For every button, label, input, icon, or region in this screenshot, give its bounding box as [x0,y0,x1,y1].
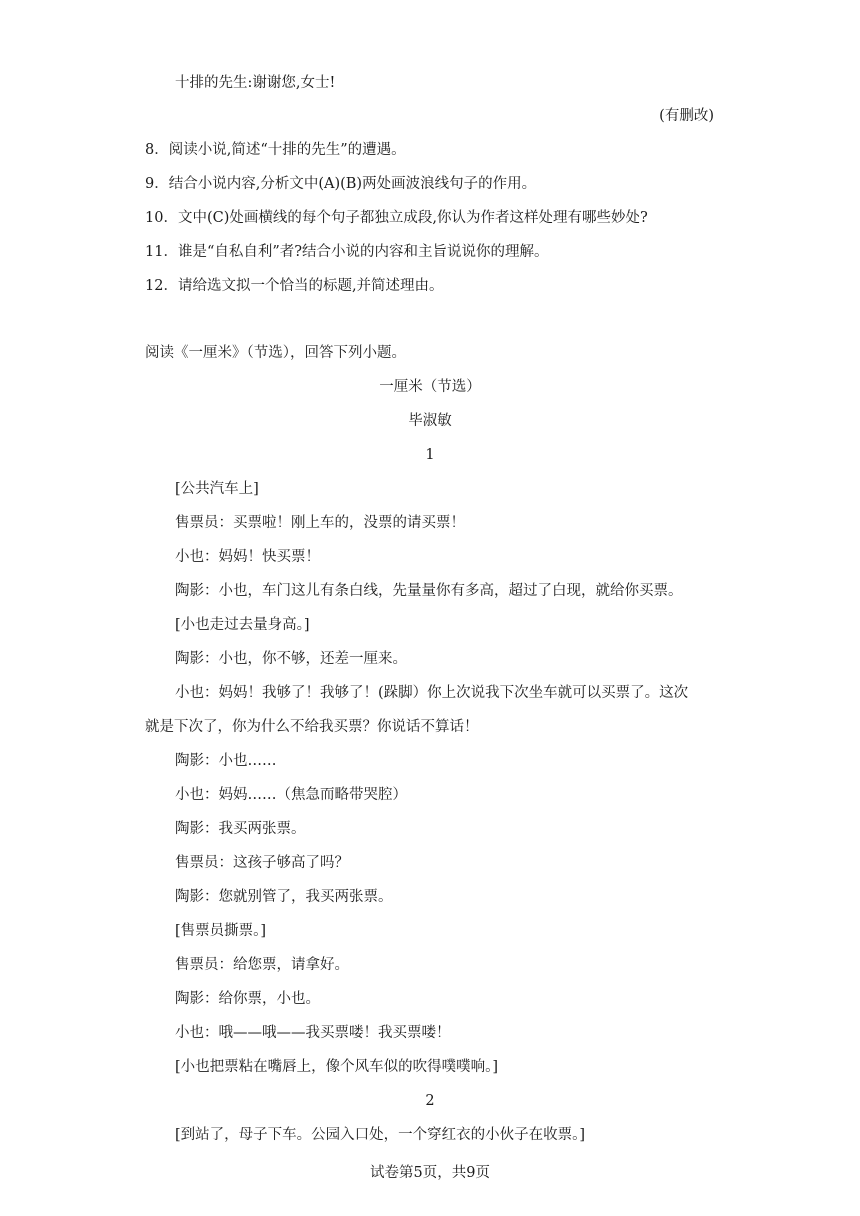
dialogue-line: 陶影：小也…… [175,753,277,769]
dialogue-line: 陶影：给你票，小也。 [175,991,320,1007]
dialogue-line: 售票员：给您票，请拿好。 [175,957,349,973]
dialogue-line: 陶影：小也，车门这儿有条白线，先量量你有多高，超过了白现，就给你买票。 [175,583,683,599]
dialogue-line: 陶影：我买两张票。 [175,821,306,837]
dialogue-line: 售票员：买票啦！刚上车的，没票的请买票！ [175,515,465,531]
question-9: 9．结合小说内容,分析文中(A)(B)两处画波浪线句子的作用。 [145,176,537,192]
dialogue-line: 小也：妈妈……（焦急而略带哭腔） [175,787,407,803]
page-footer: 试卷第5页，共9页 [370,1165,490,1181]
question-11: 11．谁是“自私自利”者?结合小说的内容和主旨说说你的理解。 [145,244,549,260]
passage-title: 一厘米（节选） [379,379,481,395]
dialogue-line: 陶影：小也，你不够，还差一厘来。 [175,651,407,667]
scene-number-2: 2 [425,1093,435,1109]
dialogue-line: 陶影：您就别管了，我买两张票。 [175,889,393,905]
stage-direction: [售票员撕票。] [175,923,267,939]
question-10: 10．文中(C)处画横线的每个句子都独立成段,你认为作者这样处理有哪些妙处? [145,210,648,226]
dialogue-line: 十排的先生:谢谢您,女士! [175,75,336,91]
stage-direction: [小也把票粘在嘴唇上，像个风车似的吹得噗噗响。] [175,1059,499,1075]
stage-direction: [公共汽车上] [175,481,259,497]
scene-number-1: 1 [425,447,435,463]
dialogue-line-continued: 就是下次了，你为什么不给我买票？你说话不算话！ [145,719,479,735]
question-8: 8．阅读小说,简述“十排的先生”的遭遇。 [145,142,406,158]
dialogue-line: 小也：妈妈！快买票！ [175,549,320,565]
dialogue-line: 售票员：这孩子够高了吗？ [175,855,349,871]
dialogue-line: 小也：妈妈！我够了！我够了！(跺脚）你上次说我下次坐车就可以买票了。这次 [175,685,689,701]
passage-author: 毕淑敏 [408,413,452,429]
stage-direction: [到站了，母子下车。公园入口处，一个穿红衣的小伙子在收票。] [175,1127,586,1143]
source-note: (有删改) [659,108,714,124]
section-intro: 阅读《一厘米》（节选），回答下列小题。 [145,345,406,361]
question-12: 12．请给选文拟一个恰当的标题,并简述理由。 [145,278,444,294]
dialogue-line: 小也：哦——哦——我买票喽！我买票喽！ [175,1025,451,1041]
stage-direction: [小也走过去量身高。] [175,617,310,633]
